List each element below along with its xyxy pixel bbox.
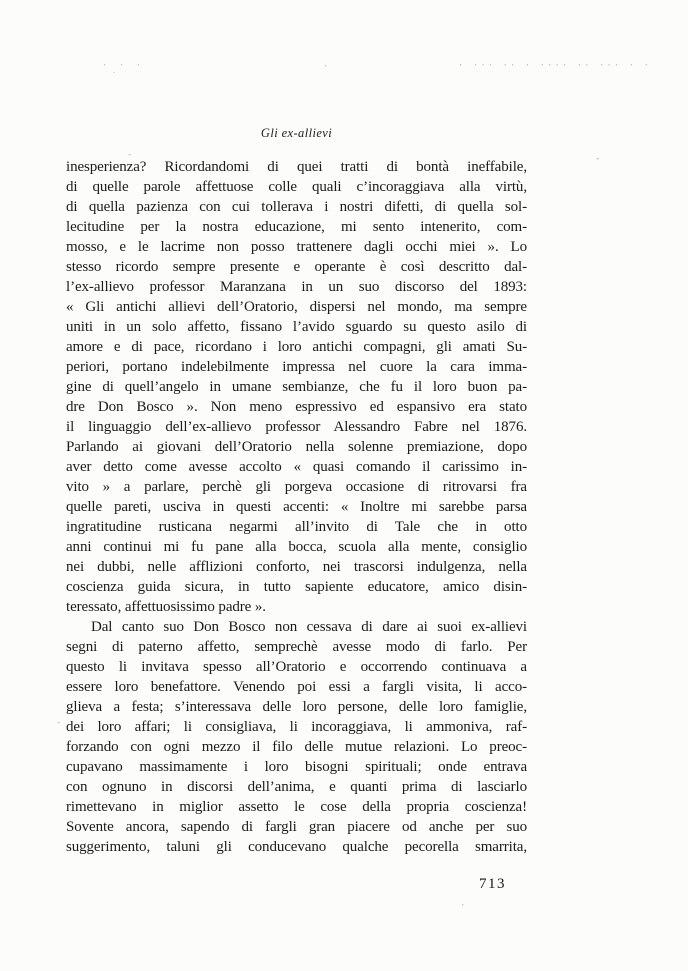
text-line: aver detto come avesse accolto « quasi comando il carissimo in- xyxy=(66,459,527,475)
text-line: cupavano massimamente i loro bisogni spirituali; onde entrava xyxy=(66,759,527,775)
text-line: uniti in un solo affetto, fissano l’avido sguardo su questo asilo di xyxy=(66,319,527,335)
text-line: di quella pazienza con cui tollerava i nostri difetti, di quella sol- xyxy=(66,199,527,215)
body-text xyxy=(66,157,527,857)
text-line: con ognuno in discorsi dell’anima, e quanti prima di lasciarlo xyxy=(66,779,527,795)
running-header: Gli ex-allievi xyxy=(260,126,333,140)
text-line: l’ex-allievo professor Maranzana in un suo discorso del 1893: xyxy=(66,279,527,295)
text-line: quelle pareti, usciva in questi accenti: « Inoltre mi sarebbe parsa xyxy=(66,499,527,515)
text-line: glieva a festa; s’interessava delle loro persone, delle loro famiglie, xyxy=(66,699,527,715)
text-line: inesperienza? Ricordandomi di quei tratti di bontà ineffabile, xyxy=(66,159,527,175)
text-line: segni di paterno affetto, semprechè avesse modo di farlo. Per xyxy=(66,639,527,655)
text-line: il linguaggio dell’ex-allievo professor Alessandro Fabre nel 1876. xyxy=(66,419,527,435)
text-line: vito » a parlare, perchè gli porgeva occasione di ritrovarsi fra xyxy=(66,479,527,495)
text-line: gine di quell’angelo in umane sembianze, che fu il loro buon pa- xyxy=(66,379,527,395)
text-line: nei dubbi, nelle afflizioni conforto, nei trascorsi indulgenza, nella xyxy=(66,559,527,575)
text-line: rimettevano in miglior assetto le cose della propria coscienza! xyxy=(66,799,527,815)
scan-speck-artifact: - xyxy=(127,150,136,160)
scan-speck-artifact: · xyxy=(323,62,332,72)
text-line: suggerimento, taluni gli conducevano qualche pecorella smarrita, xyxy=(66,839,527,855)
text-line: coscienza guida sicura, in tutto sapiente educatore, amico disin- xyxy=(66,579,527,595)
scan-speck-artifact: · · · xyxy=(102,61,145,71)
text-line: lecitudine per la nostra educazione, mi sento intenerito, com- xyxy=(66,219,527,235)
text-line: periori, portano indelebilmente impressa nel cuore la cara imma- xyxy=(66,359,527,375)
text-line: anni continui mi fu pane alla bocca, scuola alla mente, consiglio xyxy=(66,539,527,555)
text-line: « Gli antichi allievi dell’Oratorio, dispersi nel mondo, ma sempre xyxy=(66,299,527,315)
text-line: mosso, e le lacrime non posso trattenere dagli occhi miei ». Lo xyxy=(66,239,527,255)
text-line: Dal canto suo Don Bosco non cessava di dare ai suoi ex-allievi xyxy=(91,619,527,635)
text-line: teressato, affettuosissimo padre ». xyxy=(66,599,266,615)
text-line: dre Don Bosco ». Non meno espressivo ed espansivo era stato xyxy=(66,399,527,415)
text-line: Parlando ai giovani dell’Oratorio nella solenne premiazione, dopo xyxy=(66,439,527,455)
text-line: questo li invitava spesso all’Oratorio e occorrendo continuava a xyxy=(66,659,527,675)
text-line: ingratitudine rusticana negarmi all’invito di Tale che in otto xyxy=(66,519,527,535)
text-line: dei loro affari; li consigliava, li incoraggiava, li ammoniva, raf- xyxy=(66,719,527,735)
paragraph xyxy=(66,617,527,857)
scan-speck-artifact: - xyxy=(56,718,65,728)
page-number: 713 xyxy=(479,876,506,892)
text-line: amore e di pace, ricordano i loro antichi compagni, gli amati Su- xyxy=(66,339,527,355)
text-line: Sovente ancora, sapendo di fargli gran piacere od anche per suo xyxy=(66,819,527,835)
text-line: essere loro benefattore. Venendo poi essi a fargli visita, li acco- xyxy=(66,679,527,695)
scan-speck-artifact: · xyxy=(112,69,120,77)
scan-speck-artifact: · ··· ·· · ···· ·· ··· · · xyxy=(458,61,651,71)
scan-speck-artifact: - xyxy=(595,154,604,164)
text-line: di quelle parole affettuose colle quali c’incoraggiava alla virtù, xyxy=(66,179,527,195)
scan-speck-artifact: · xyxy=(460,901,469,911)
text-line: stesso ricordo sempre presente e operante è così descritto dal- xyxy=(66,259,527,275)
text-line: forzando con ogni mezzo il filo delle mutue relazioni. Lo preoc- xyxy=(66,739,527,755)
paragraph xyxy=(66,157,527,617)
